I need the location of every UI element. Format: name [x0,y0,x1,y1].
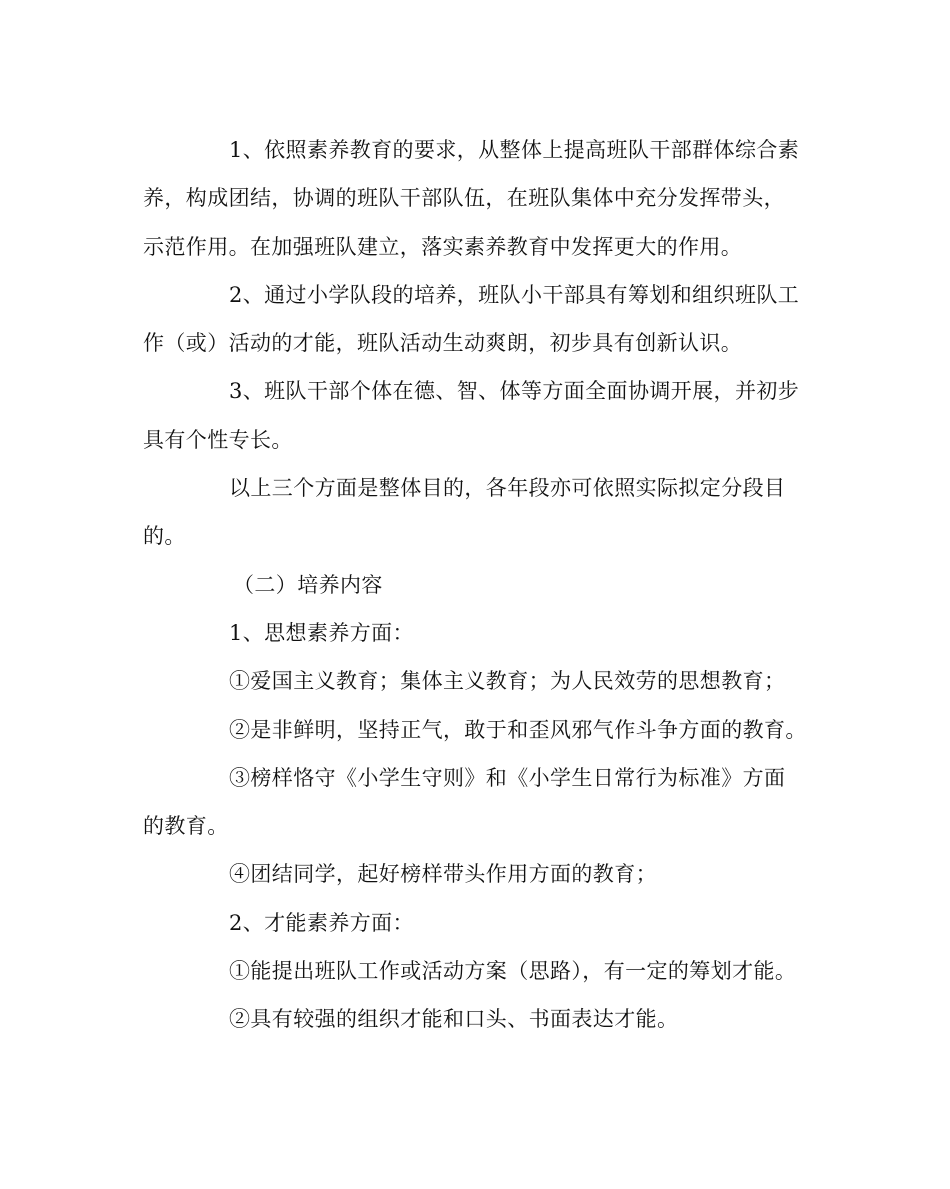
document-body [143,126,808,1044]
paragraph-line: 以上三个方面是整体目的，各年段亦可依照实际拟定分段目 [229,476,786,501]
paragraph-line: 作（或）活动的才能，班队活动生动爽朗，初步具有创新认识。 [143,331,743,356]
list-item: ①能提出班队工作或活动方案（思路），有一定的筹划才能。 [229,959,797,984]
list-item: ②具有较强的组织才能和口头、书面表达才能。 [229,1007,679,1032]
paragraph-line: 具有个性专长。 [143,427,293,452]
section-heading: （二）培养内容 [233,572,383,597]
list-item: ④团结同学，起好榜样带头作用方面的教育； [229,862,657,887]
list-item: ②是非鲜明，坚持正气，敢于和歪风邪气作斗争方面的教育。 [229,717,807,742]
subsection-heading: 2、才能素养方面： [229,910,414,935]
list-item: ③榜样恪守《小学生守则》和《小学生日常行为标准》方面 [229,765,786,790]
paragraph-line: 的。 [143,524,186,549]
paragraph-line: 养，构成团结，协调的班队干部队伍，在班队集体中充分发挥带头， [143,186,785,211]
paragraph-line: 3、班队干部个体在德、智、体等方面全面协调开展，并初步 [229,379,800,404]
paragraph-line: 示范作用。在加强班队建立，落实素养教育中发挥更大的作用。 [143,234,743,259]
paragraph-line: 2、通过小学队段的培养，班队小干部具有筹划和组织班队工 [229,282,800,307]
paragraph-line: 1、依照素养教育的要求，从整体上提高班队干部群体综合素 [229,138,800,162]
subsection-heading: 1、思想素养方面： [229,620,414,645]
list-item: ①爱国主义教育；集体主义教育；为人民效劳的思想教育； [229,669,786,694]
list-item-continuation: 的教育。 [143,814,229,839]
